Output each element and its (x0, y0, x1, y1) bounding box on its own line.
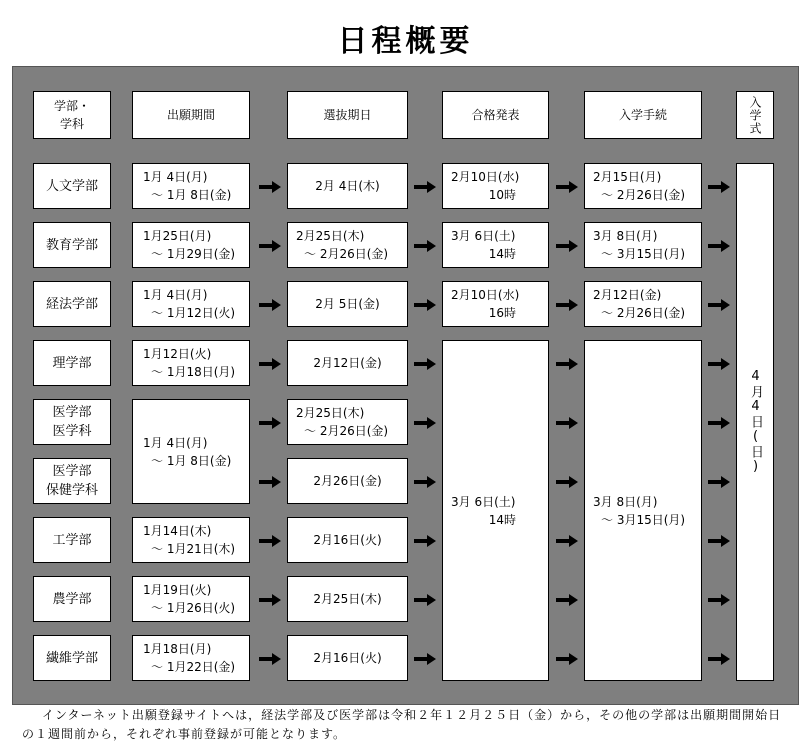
arrow-icon (708, 298, 730, 312)
dept-name: 理学部 (52, 355, 92, 371)
arrow-icon (708, 652, 730, 666)
arrow-icon (259, 652, 281, 666)
selection-cell (287, 576, 408, 622)
selection-date: 2月26日(金) (313, 474, 382, 488)
arrow-icon (708, 239, 730, 253)
arrow-icon (259, 593, 281, 607)
announcement-time: 14時 (488, 247, 516, 261)
application-to: ～ 1月29日(金) (151, 247, 236, 261)
application-to: ～ 1月 8日(金) (151, 188, 232, 202)
application-to: ～ 1月26日(火) (151, 601, 236, 615)
arrow-icon (259, 534, 281, 548)
application-to: ～ 1月 8日(金) (151, 453, 232, 468)
arrow-icon (259, 180, 281, 194)
application-from: 1月14日(木) (143, 524, 212, 538)
dept-jinbun (33, 163, 111, 209)
dept-rigaku (33, 340, 111, 386)
application-from: 1月 4日(月) (143, 170, 208, 184)
header-application: 出願期間 (132, 91, 250, 139)
arrow-icon (556, 180, 578, 194)
enrollment-to: ～ 2月26日(金) (601, 306, 686, 320)
arrow-icon (556, 298, 578, 312)
dept-seni (33, 635, 111, 681)
header-enrollment: 入学手続 (584, 91, 702, 139)
application-cell-medicine (132, 399, 250, 504)
arrow-icon (556, 475, 578, 489)
arrow-icon (708, 180, 730, 194)
announcement-date: 3月 6日(土) (451, 229, 516, 243)
selection-cell (287, 517, 408, 563)
selection-date-end: ～ 2月26日(金) (304, 247, 389, 261)
dept-name: 教育学部 (45, 237, 98, 253)
arrow-icon (414, 239, 436, 253)
announcement-cell (442, 222, 549, 268)
application-cell (132, 517, 250, 563)
page-title: 日程概要 (337, 24, 474, 59)
selection-cell (287, 458, 408, 504)
application-from: 1月19日(火) (143, 583, 212, 597)
arrow-icon (414, 652, 436, 666)
announcement-date: 2月10日(水) (451, 288, 520, 302)
selection-date: 2月25日(木) (296, 229, 365, 243)
selection-date: 2月 4日(木) (315, 179, 380, 193)
application-from: 1月 4日(月) (143, 435, 208, 450)
announcement-cell (442, 163, 549, 209)
announcement-cell (442, 281, 549, 327)
ceremony-date: 4月4日(日) (736, 163, 774, 681)
dept-name: 医学部 (52, 464, 92, 479)
announcement-time: 14時 (488, 512, 516, 527)
arrow-icon (414, 357, 436, 371)
dept-igaku-hoken (33, 458, 111, 504)
arrow-icon (556, 652, 578, 666)
selection-cell (287, 222, 408, 268)
application-cell (132, 281, 250, 327)
enrollment-to: ～ 2月26日(金) (601, 188, 686, 202)
announcement-time: 10時 (488, 188, 516, 202)
announcement-date: 2月10日(水) (451, 170, 520, 184)
selection-date: 2月16日(火) (313, 651, 382, 665)
enrollment-from: 3月 8日(月) (593, 494, 658, 509)
arrow-icon (259, 239, 281, 253)
header-selection: 選抜期日 (287, 91, 408, 139)
dept-name: 繊維学部 (45, 650, 98, 666)
arrow-icon (259, 416, 281, 430)
announcement-date: 3月 6日(土) (451, 494, 516, 509)
enrollment-cell (584, 163, 702, 209)
arrow-icon (259, 357, 281, 371)
enrollment-cell (584, 222, 702, 268)
selection-date-end: ～ 2月26日(金) (304, 424, 389, 438)
arrow-icon (708, 475, 730, 489)
dept-name: 工学部 (52, 532, 92, 548)
selection-date: 2月 5日(金) (315, 297, 380, 311)
announcement-cell-merged (442, 340, 549, 681)
dept-name: 医学部 (52, 405, 92, 420)
dept-subname: 保健学科 (45, 483, 98, 498)
header-announcement: 合格発表 (442, 91, 549, 139)
application-from: 1月 4日(月) (143, 288, 208, 302)
arrow-icon (414, 475, 436, 489)
enrollment-from: 2月12日(金) (593, 288, 662, 302)
enrollment-to: ～ 3月15日(月) (601, 512, 686, 527)
enrollment-to: ～ 3月15日(月) (601, 247, 686, 261)
enrollment-from: 2月15日(月) (593, 170, 662, 184)
arrow-icon (414, 416, 436, 430)
arrow-icon (259, 475, 281, 489)
dept-kogaku (33, 517, 111, 563)
announcement-time: 16時 (488, 306, 516, 320)
application-to: ～ 1月18日(月) (151, 365, 236, 379)
registration-note: インターネット出願登録サイトへは，経法学部及び医学部は令和２年１２月２５日（金）から，その他の学部は出願期間開始日の１週間前から，それぞれ事前登録が可能となります。 (22, 708, 782, 741)
selection-date: 2月25日(木) (296, 406, 365, 420)
selection-date: 2月25日(木) (313, 592, 382, 606)
header-department-line1: 学部・ (53, 99, 90, 113)
arrow-icon (708, 357, 730, 371)
arrow-icon (556, 534, 578, 548)
selection-cell (287, 281, 408, 327)
selection-date: 2月12日(金) (313, 356, 382, 370)
dept-subname: 医学科 (52, 424, 92, 439)
arrow-icon (708, 416, 730, 430)
application-cell (132, 222, 250, 268)
dept-kyoiku (33, 222, 111, 268)
header-department-line2: 学科 (59, 117, 84, 131)
application-cell (132, 340, 250, 386)
dept-name: 経法学部 (45, 296, 98, 312)
arrow-icon (556, 416, 578, 430)
selection-date: 2月16日(火) (313, 533, 382, 547)
arrow-icon (259, 298, 281, 312)
arrow-icon (556, 593, 578, 607)
application-to: ～ 1月22日(金) (151, 660, 236, 674)
header-ceremony: 入学式 (736, 91, 774, 139)
arrow-icon (414, 180, 436, 194)
dept-name: 人文学部 (45, 178, 98, 194)
arrow-icon (556, 239, 578, 253)
application-cell (132, 576, 250, 622)
application-to: ～ 1月21日(木) (151, 542, 236, 556)
application-cell (132, 163, 250, 209)
selection-cell (287, 635, 408, 681)
arrow-icon (414, 593, 436, 607)
application-from: 1月18日(月) (143, 642, 212, 656)
dept-name: 農学部 (52, 591, 92, 607)
enrollment-cell (584, 281, 702, 327)
enrollment-from: 3月 8日(月) (593, 229, 658, 243)
application-cell (132, 635, 250, 681)
dept-keiho (33, 281, 111, 327)
arrow-icon (556, 357, 578, 371)
selection-cell (287, 399, 408, 445)
schedule-panel (12, 66, 799, 705)
arrow-icon (708, 593, 730, 607)
selection-cell (287, 163, 408, 209)
arrow-icon (414, 298, 436, 312)
application-from: 1月12日(火) (143, 347, 212, 361)
header-department (33, 91, 111, 139)
selection-cell (287, 340, 408, 386)
arrow-icon (708, 534, 730, 548)
dept-nogaku (33, 576, 111, 622)
application-from: 1月25日(月) (143, 229, 212, 243)
arrow-icon (414, 534, 436, 548)
dept-igaku-igakka (33, 399, 111, 445)
enrollment-cell-merged (584, 340, 702, 681)
application-to: ～ 1月12日(火) (151, 306, 236, 320)
